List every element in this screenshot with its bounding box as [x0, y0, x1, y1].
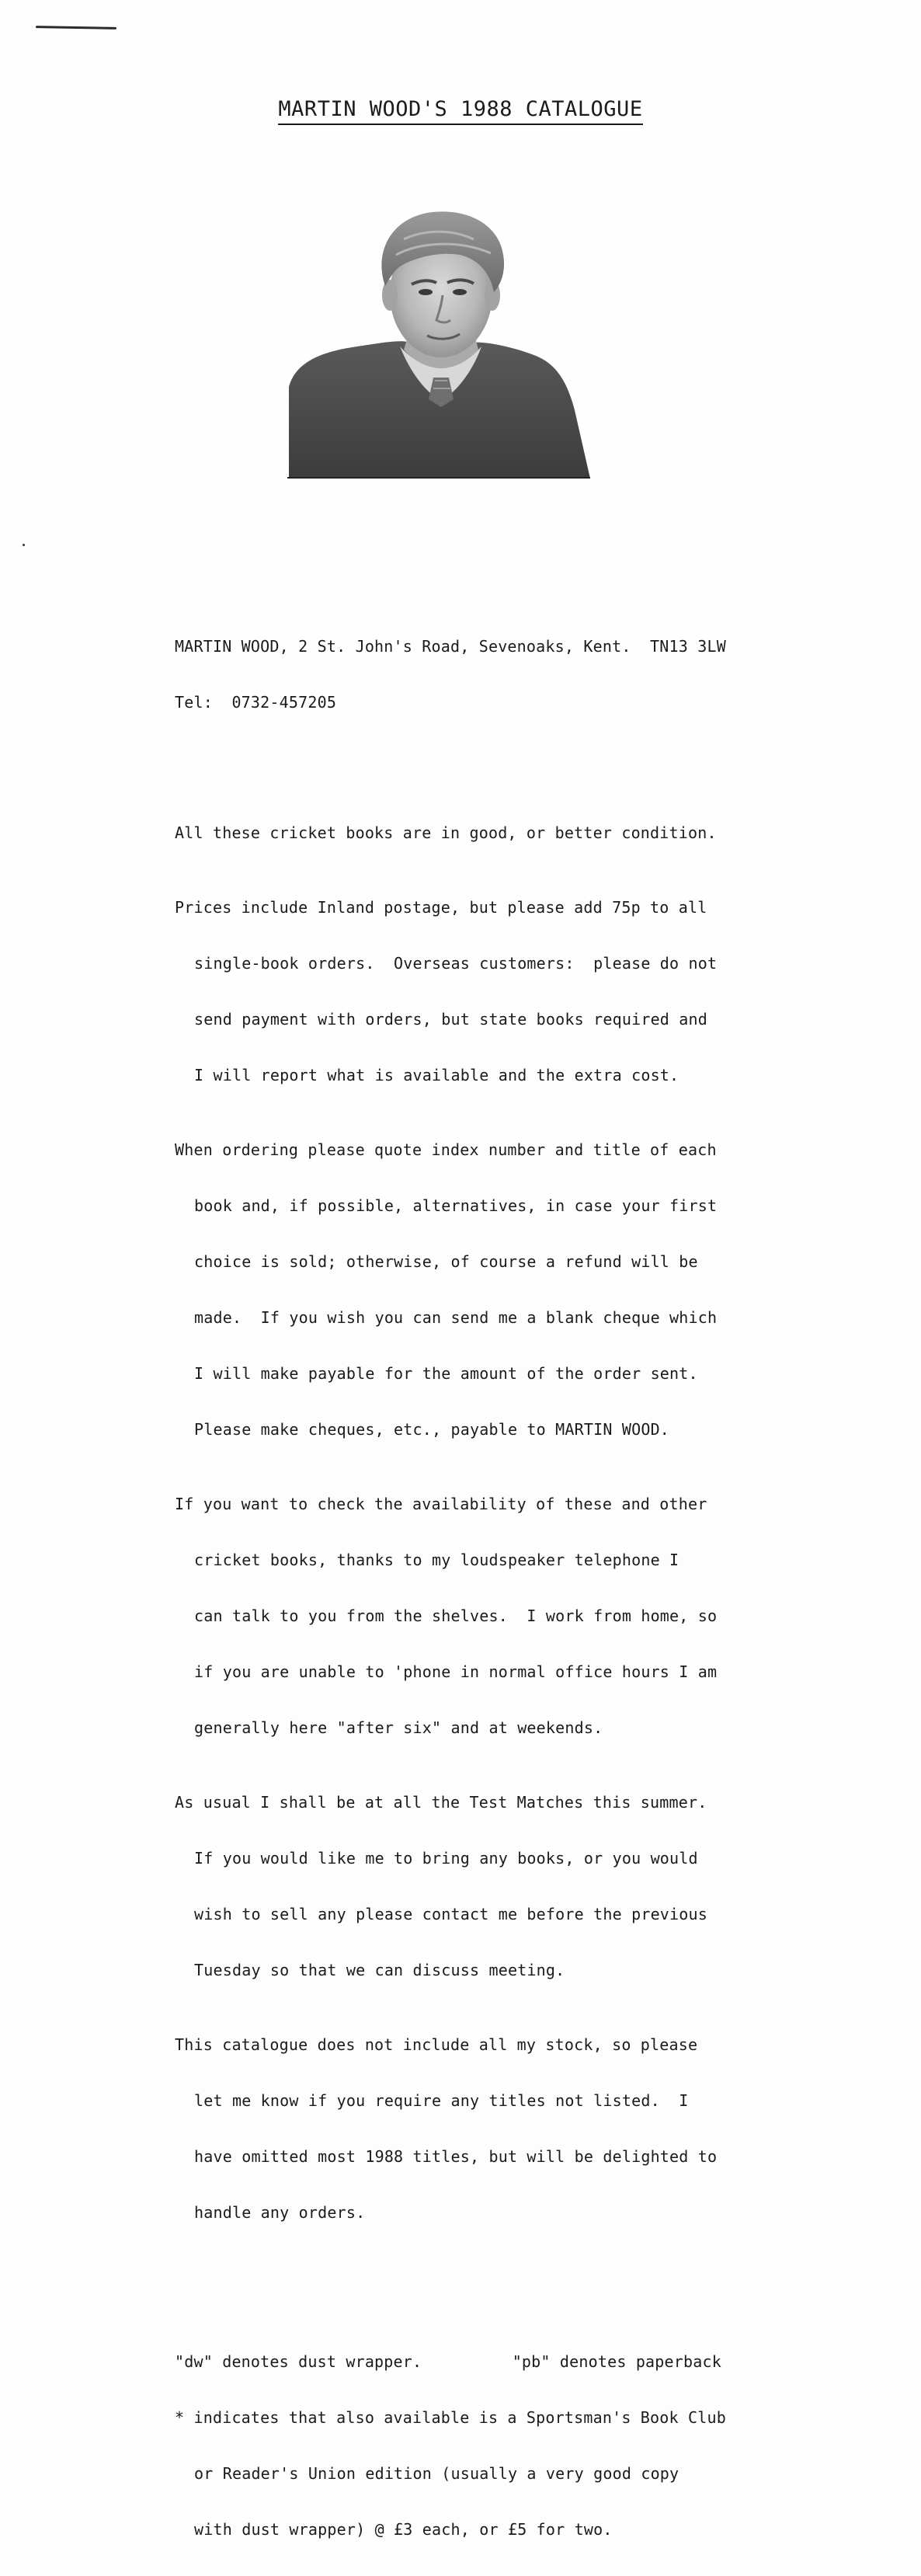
stock-line: handle any orders.	[194, 2203, 366, 2222]
staple-mark	[36, 26, 116, 30]
condition-line: All these cricket books are in good, or better condition.	[175, 823, 717, 842]
availability-line: if you are unable to 'phone in normal office hours I am	[194, 1662, 718, 1681]
legend-abbreviations	[175, 2352, 721, 2371]
availability-line: generally here "after six" and at weekends.	[194, 1718, 603, 1737]
test-matches-line: wish to sell any please contact me before the previous	[194, 1905, 708, 1923]
legend-pb: "pb" denotes paperback	[512, 2352, 721, 2371]
stock-line: This catalogue does not include all my stock, so please	[175, 2035, 698, 2054]
address-line: MARTIN WOOD, 2 St. John's Road, Sevenoaks, Kent. TN13 3LW	[175, 637, 726, 656]
test-matches-line: As usual I shall be at all the Test Matches this summer.	[175, 1793, 707, 1812]
test-matches-line: Tuesday so that we can discuss meeting.	[194, 1961, 565, 1979]
legend-dw: "dw" denotes dust wrapper.	[175, 2352, 422, 2371]
legend-star-line: with dust wrapper) @ £3 each, or £5 for two.	[194, 2520, 613, 2539]
stray-dot	[23, 544, 25, 546]
portrait-photo	[287, 208, 590, 479]
stock-line: let me know if you require any titles not listed. I	[194, 2091, 689, 2110]
availability-line: If you want to check the availability of these and other	[175, 1495, 707, 1513]
availability-line: can talk to you from the shelves. I work from home, so	[194, 1607, 718, 1625]
stock-line: have omitted most 1988 titles, but will be delighted to	[194, 2147, 718, 2166]
ordering-line: book and, if possible, alternatives, in case your first	[194, 1196, 718, 1215]
ordering-line: Please make cheques, etc., payable to MARTIN WOOD.	[194, 1420, 670, 1439]
legend-star-line: or Reader's Union edition (usually a very good copy	[194, 2464, 679, 2483]
ordering-line: I will make payable for the amount of the order sent.	[194, 1364, 698, 1383]
catalogue-body	[175, 600, 734, 2576]
test-matches-line: If you would like me to bring any books, or you would	[194, 1849, 698, 1868]
ordering-line: made. If you wish you can send me a blank cheque which	[194, 1308, 718, 1327]
postage-line: I will report what is available and the extra cost.	[194, 1066, 679, 1084]
telephone-line: Tel: 0732-457205	[175, 693, 337, 712]
postage-line: Prices include Inland postage, but please add 75p to all	[175, 898, 707, 917]
postage-line: send payment with orders, but state books required and	[194, 1010, 708, 1029]
postage-line: single-book orders. Overseas customers: please do not	[194, 954, 718, 973]
page-title-text: MARTIN WOOD'S 1988 CATALOGUE	[278, 96, 642, 125]
availability-line: cricket books, thanks to my loudspeaker telephone I	[194, 1551, 679, 1569]
ordering-line: When ordering please quote index number and title of each	[175, 1140, 717, 1159]
ordering-line: choice is sold; otherwise, of course a refund will be	[194, 1252, 698, 1271]
legend-star-line: * indicates that also available is a Sportsman's Book Club	[175, 2408, 726, 2427]
page-title	[0, 96, 921, 125]
